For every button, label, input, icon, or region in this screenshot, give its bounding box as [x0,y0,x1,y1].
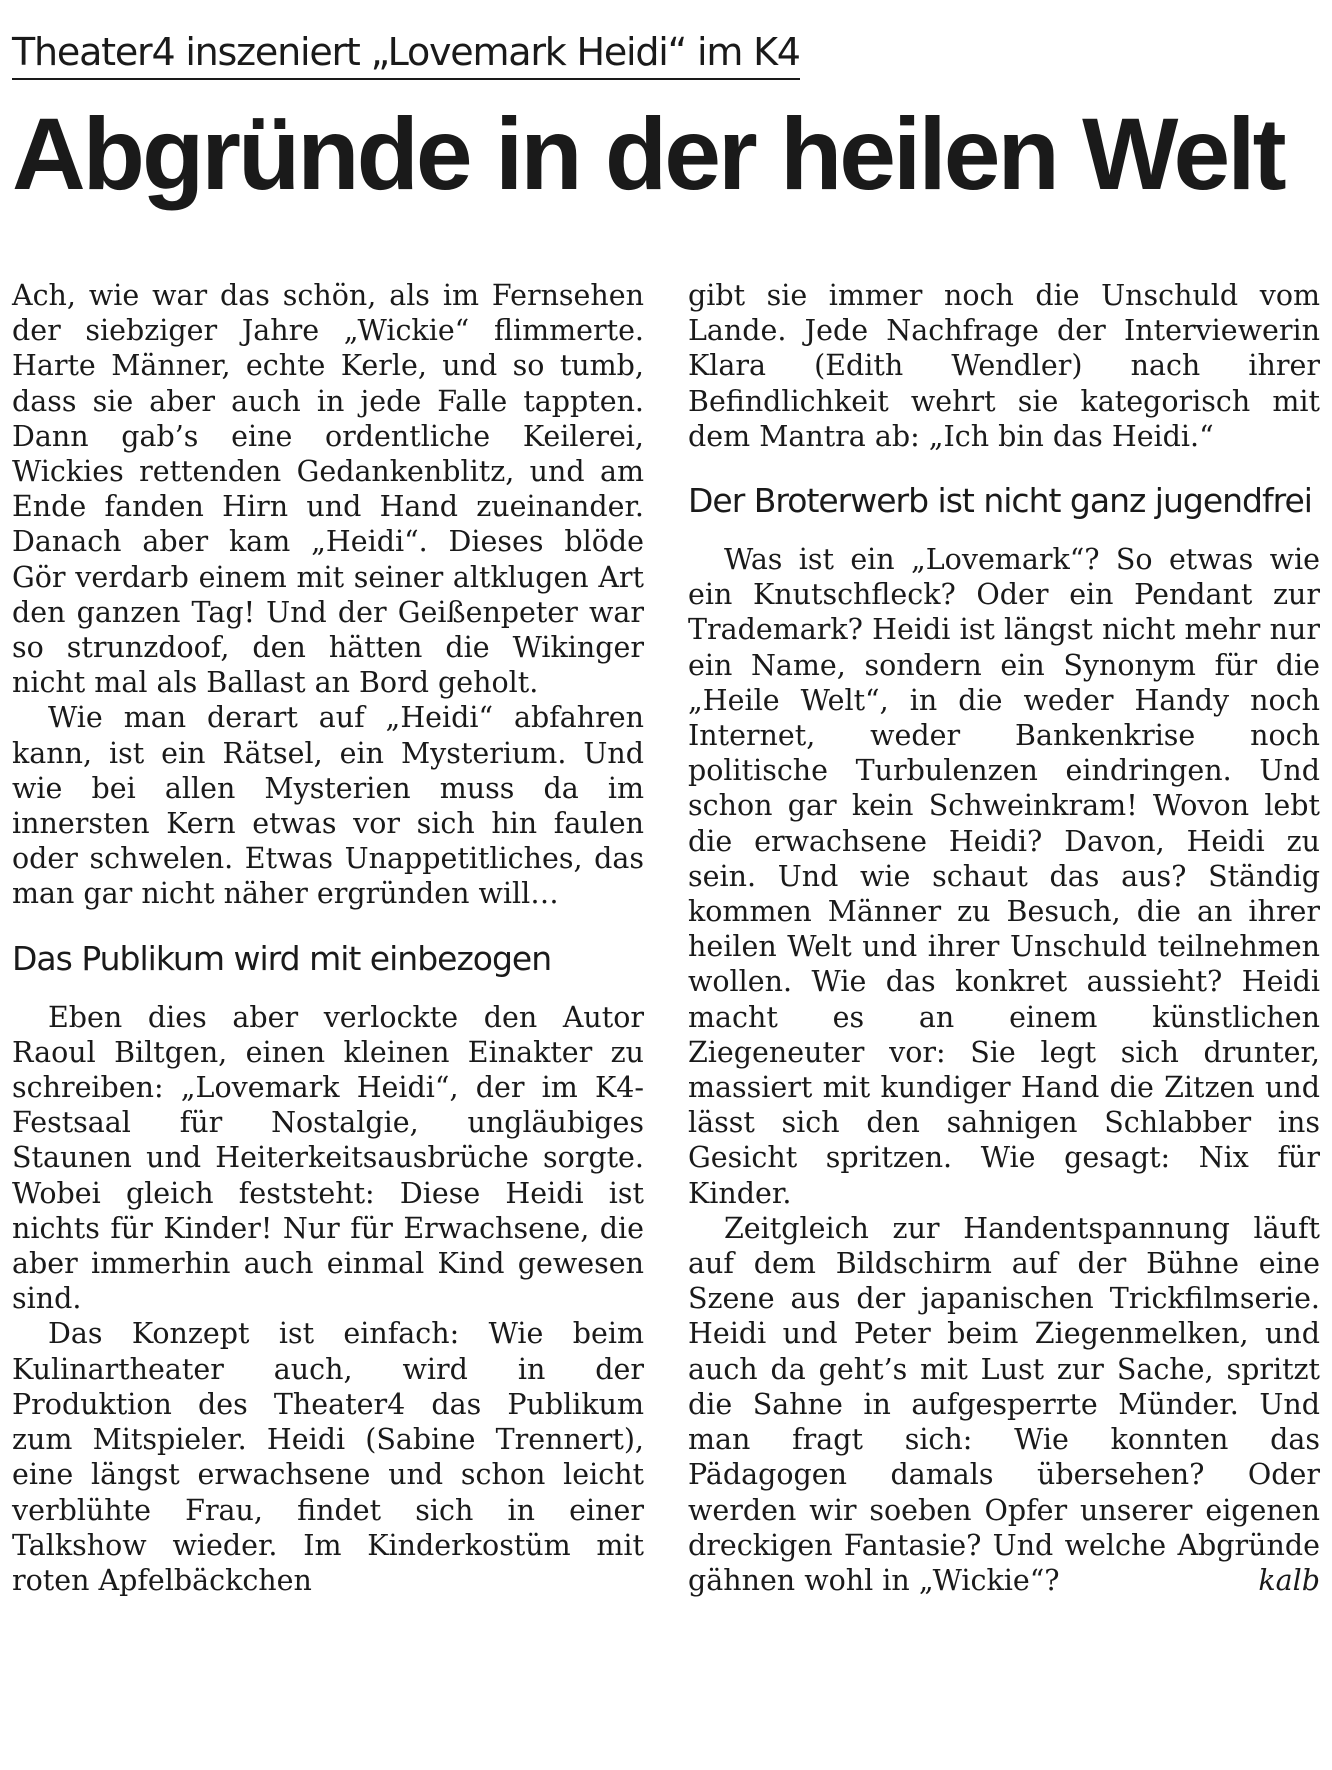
column-left [12,278,644,1598]
article-columns [12,278,1320,1598]
article [12,28,1320,1597]
subheading: Der Broterwerb ist nicht ganz jugendfrei [688,481,1312,521]
paragraph: Wie man derart auf „Heidi“ abfahren kann, ist ein Rätsel, ein Mysterium. Und wie bei allen Mysterien muss da im innersten Kern etwas vor sich hin faulen oder schwelen. Etwas Unappetitliches, das man gar nicht näher ergründen will… [12,701,644,911]
subheading: Das Publikum wird mit einbezogen [12,938,552,978]
paragraph: Ach, wie war das schön, als im Fernsehen der siebziger Jahre „Wickie“ flimmerte. Harte Männer, echte Kerle, und so tumb, dass sie aber auch in jede Falle tappten. Dann gab’s eine ordentliche Keilerei, Wickies rettenden Gedankenblitz, und am Ende fanden Hirn und Hand zueinander. Danach aber kam „Heidi“. Dieses blöde Gör verdarb einem mit seiner altklugen Art den ganzen Tag! Und der Geißenpeter war so strunzdoof, den hätten die Wikinger nicht mal als Ballast an Bord geholt. [12,279,644,700]
paragraph: Eben dies aber verlockte den Autor Raoul Biltgen, einen kleinen Einakter zu schreiben: „Lovemark Heidi“, der im K4-Festsaal für Nostalgie, ungläubiges Staunen und Heiterkeitsausbrüche sorgte. Wobei gleich feststeht: Diese Heidi ist nichts für Kinder! Nur für Erwachsene, die aber immerhin auch einmal Kind gewesen sind. [12,1000,644,1316]
paragraph-text: Zeitgleich zur Handentspannung läuft auf dem Bildschirm auf der Bühne eine Szene aus der japanischen Trickfilmserie. Heidi und Peter beim Ziegenmelken, und auch da geht’s mit Lust zur Sache, spritzt die Sahne in aufgesperrte Münder. Und man fragt sich: Wie konnten das Pädagogen damals übersehen? Oder werden wir soeben Opfer unserer eigenen dreckigen Fantasie? Und welche Abgründe gähnen wohl in „Wickie“? [688,1211,1320,1597]
author-signature: kalb [1258,1563,1320,1597]
paragraph: Das Konzept ist einfach: Wie beim Kulinartheater auch, wird in der Produktion des Theater4 das Publikum zum Mitspieler. Heidi (Sabine Trennert), eine längst erwachsene und schon leicht verblühte Frau, findet sich in einer Talkshow wieder. Im Kinderkostüm mit roten Apfelbäckchen [12,1317,644,1597]
paragraph-last [688,1211,1320,1598]
paragraph: gibt sie immer noch die Unschuld vom Lande. Jede Nachfrage der Interviewerin Klara (Edith Wendler) nach ihrer Befindlichkeit wehrt sie kategorisch mit dem Mantra ab: „Ich bin das Heidi.“ [688,279,1320,453]
headline: Abgründe in der heilen Welt [12,97,1284,211]
column-right [688,278,1320,1598]
kicker: Theater4 inszeniert „Lovemark Heidi“ im K4 [12,28,800,80]
paragraph: Was ist ein „Lovemark“? So etwas wie ein Knutschfleck? Oder ein Pendant zur Trademark? Heidi ist längst nicht mehr nur ein Name, sondern ein Synonym für die „Heile Welt“, in die weder Handy noch Internet, weder Bankenkrise noch politische Turbulenzen eindringen. Und schon gar kein Schweinkram! Wovon lebt die erwachsene Heidi? Davon, Heidi zu sein. Und wie schaut das aus? Ständig kommen Männer zu Besuch, die an ihrer heilen Welt und ihrer Unschuld teilnehmen wollen. Wie das konkret aussieht? Heidi macht es an einem künstlichen Ziegeneuter vor: Sie legt sich drunter, massiert mit kundiger Hand die Zitzen und lässt sich den sahnigen Schlabber ins Gesicht spritzen. Wie gesagt: Nix für Kinder. [688,543,1320,1210]
